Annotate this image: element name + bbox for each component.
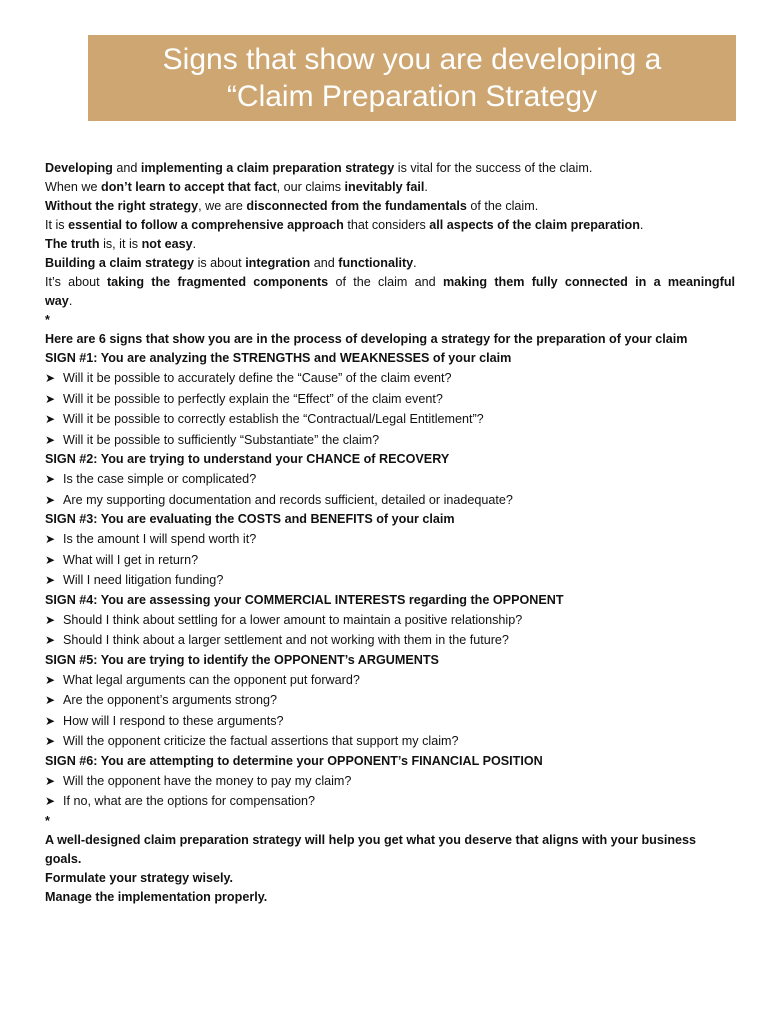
sign-heading-text: SIGN #3: You are evaluating the COSTS and BENEFITS of your claim: [45, 512, 455, 526]
separator-2: [45, 812, 735, 831]
intro-line: [45, 178, 735, 197]
arrow-bullet-icon: ➤: [45, 432, 56, 447]
list-item-text: If no, what are the options for compensation?: [63, 794, 316, 808]
sign-heading-text: SIGN #6: You are attempting to determine your OPPONENT’s FINANCIAL POSITION: [45, 753, 543, 768]
arrow-bullet-icon: ➤: [45, 412, 56, 426]
closing-line-1-text: A well-designed claim preparation strategy will help you get what you deserve that aligns with your business: [45, 832, 697, 847]
closing-line-3: [45, 869, 735, 888]
intro-paragraph: [45, 159, 735, 273]
arrow-bullet-icon: ➤: [45, 573, 56, 587]
text: .: [639, 218, 644, 232]
list-item-text: Will it be possible to correctly establish the “Contractual/Legal Entitlement”?: [63, 412, 484, 426]
about-line-end-period: .: [68, 294, 73, 308]
article-body: [45, 159, 735, 907]
bold-text: Without the right strategy: [45, 199, 199, 213]
sign-heading-text: SIGN #1: You are analyzing the STRENGTHS and WEAKNESSES of your claim: [45, 351, 512, 365]
text: It is: [45, 218, 69, 232]
text: is vital for the success of the claim.: [394, 161, 593, 175]
list-item-text: What legal arguments can the opponent put forward?: [63, 672, 360, 687]
signs-list: [45, 349, 735, 812]
bold-text: inevitably fail: [344, 180, 425, 194]
arrow-bullet-icon: ➤: [45, 472, 56, 486]
sign-heading-text: SIGN #2: You are trying to understand your CHANCE of RECOVERY: [45, 452, 450, 466]
text: is, it is: [99, 237, 142, 251]
arrow-bullet-icon: ➤: [45, 693, 56, 707]
closing-line-4: [45, 888, 735, 907]
sign-heading: [45, 591, 735, 610]
list-item: [45, 529, 735, 550]
list-item: [45, 490, 735, 511]
list-item: [45, 690, 735, 711]
sign-heading: [45, 450, 735, 469]
list-item-text: What will I get in return?: [63, 552, 199, 567]
list-item-text: Should I think about a larger settlement and not working with them in the future?: [63, 633, 509, 647]
list-item-text: Will it be possible to accurately define the “Cause” of the claim event?: [63, 371, 452, 385]
arrow-bullet-icon: ➤: [45, 552, 56, 567]
closing-line-3-text: Formulate your strategy wisely.: [45, 870, 234, 885]
list-item: [45, 711, 735, 732]
arrow-bullet-icon: ➤: [45, 532, 56, 546]
text: and: [310, 256, 339, 270]
sign-heading: [45, 651, 735, 670]
text: It’s about: [45, 275, 107, 289]
sign-heading: [45, 510, 735, 529]
arrow-bullet-icon: ➤: [45, 794, 56, 808]
separator-1: [45, 311, 735, 330]
text: and: [112, 161, 141, 175]
list-item-text: Will it be possible to sufficiently “Substantiate” the claim?: [63, 432, 380, 447]
bold-text: integration: [245, 256, 311, 270]
signs-intro-text: Here are 6 signs that show you are in the process of developing a strategy for the preparation of your claim: [45, 332, 688, 346]
arrow-bullet-icon: ➤: [45, 713, 56, 728]
list-item-text: Will it be possible to perfectly explain the “Effect” of the claim event?: [63, 391, 443, 406]
list-item: [45, 550, 735, 571]
list-item-text: Is the amount I will spend worth it?: [63, 532, 257, 546]
bold-text: not easy: [141, 237, 193, 251]
list-item-text: Will the opponent criticize the factual assertions that support my claim?: [63, 734, 459, 748]
closing-line-1: [45, 831, 735, 850]
list-item: [45, 610, 735, 631]
intro-line: [45, 159, 735, 178]
list-item-text: How will I respond to these arguments?: [63, 713, 284, 728]
bold-text: Developing: [45, 161, 113, 175]
list-item: [45, 409, 735, 430]
bold-text: functionality: [338, 256, 414, 270]
signs-intro: [45, 330, 735, 349]
sign-heading-text: SIGN #5: You are trying to identify the OPPONENT’s ARGUMENTS: [45, 652, 439, 667]
separator-2-text: *: [45, 813, 50, 828]
separator-1-text: *: [45, 313, 50, 327]
closing-line-4-text: Manage the implementation properly.: [45, 889, 268, 904]
list-item-text: Are my supporting documentation and records sufficient, detailed or inadequate?: [63, 492, 513, 507]
text: .: [424, 180, 428, 194]
list-item: [45, 791, 735, 812]
list-item-text: Are the opponent’s arguments strong?: [63, 693, 278, 707]
closing-line-2-text: goals.: [45, 851, 82, 866]
bold-text: taking the fragmented components: [106, 275, 329, 289]
list-item-text: Will I need litigation funding?: [63, 573, 224, 587]
text: .: [192, 237, 197, 251]
bold-text: don’t learn to accept that fact: [101, 180, 277, 194]
list-item: [45, 630, 735, 651]
sign-heading-text: SIGN #4: You are assessing your COMMERCIAL INTERESTS regarding the OPPONENT: [45, 592, 564, 607]
list-item: [45, 430, 735, 451]
text: , we are: [198, 199, 247, 213]
bold-text: making them fully connected in a meaningful: [442, 275, 735, 289]
about-line-end: [45, 292, 735, 311]
list-item-text: Should I think about settling for a lower amount to maintain a positive relationship?: [63, 612, 523, 627]
intro-line: [45, 235, 735, 254]
bold-text: all aspects of the claim preparation: [429, 218, 640, 232]
arrow-bullet-icon: ➤: [45, 633, 56, 647]
bold-text: implementing a claim preparation strategy: [140, 161, 395, 175]
sign-heading: [45, 752, 735, 771]
list-item-text: Is the case simple or complicated?: [63, 472, 257, 486]
bold-text: disconnected from the fundamentals: [246, 199, 467, 213]
sign-heading: [45, 349, 735, 368]
text: When we: [45, 180, 101, 194]
list-item: [45, 731, 735, 752]
list-item: [45, 771, 735, 792]
arrow-bullet-icon: ➤: [45, 492, 56, 507]
list-item-text: Will the opponent have the money to pay my claim?: [63, 773, 352, 788]
list-item: [45, 389, 735, 410]
title-line-1: Signs that show you are developing a: [162, 43, 662, 76]
bold-text: Building a claim strategy: [45, 256, 195, 270]
text: of the claim and: [328, 275, 443, 289]
intro-line: [45, 216, 735, 235]
arrow-bullet-icon: ➤: [45, 612, 56, 627]
arrow-bullet-icon: ➤: [45, 672, 56, 687]
list-item: [45, 469, 735, 490]
intro-line: [45, 254, 735, 273]
text: , our claims: [276, 180, 345, 194]
text: of the claim.: [466, 199, 539, 213]
about-line-end-bold: way: [45, 294, 69, 308]
arrow-bullet-icon: ➤: [45, 773, 56, 788]
closing-line-2: [45, 850, 735, 869]
bold-text: The truth: [45, 237, 100, 251]
about-line: [45, 273, 735, 292]
list-item: [45, 570, 735, 591]
text: is about: [194, 256, 246, 270]
arrow-bullet-icon: ➤: [45, 391, 56, 406]
title-line-2: “Claim Preparation Strategy: [226, 80, 598, 113]
bold-text: essential to follow a comprehensive approach: [68, 218, 344, 232]
arrow-bullet-icon: ➤: [45, 371, 56, 385]
list-item: [45, 368, 735, 389]
list-item: [45, 670, 735, 691]
text: .: [413, 256, 417, 270]
title-banner: [88, 35, 736, 121]
arrow-bullet-icon: ➤: [45, 734, 56, 748]
text: that considers: [343, 218, 430, 232]
intro-line: [45, 197, 735, 216]
